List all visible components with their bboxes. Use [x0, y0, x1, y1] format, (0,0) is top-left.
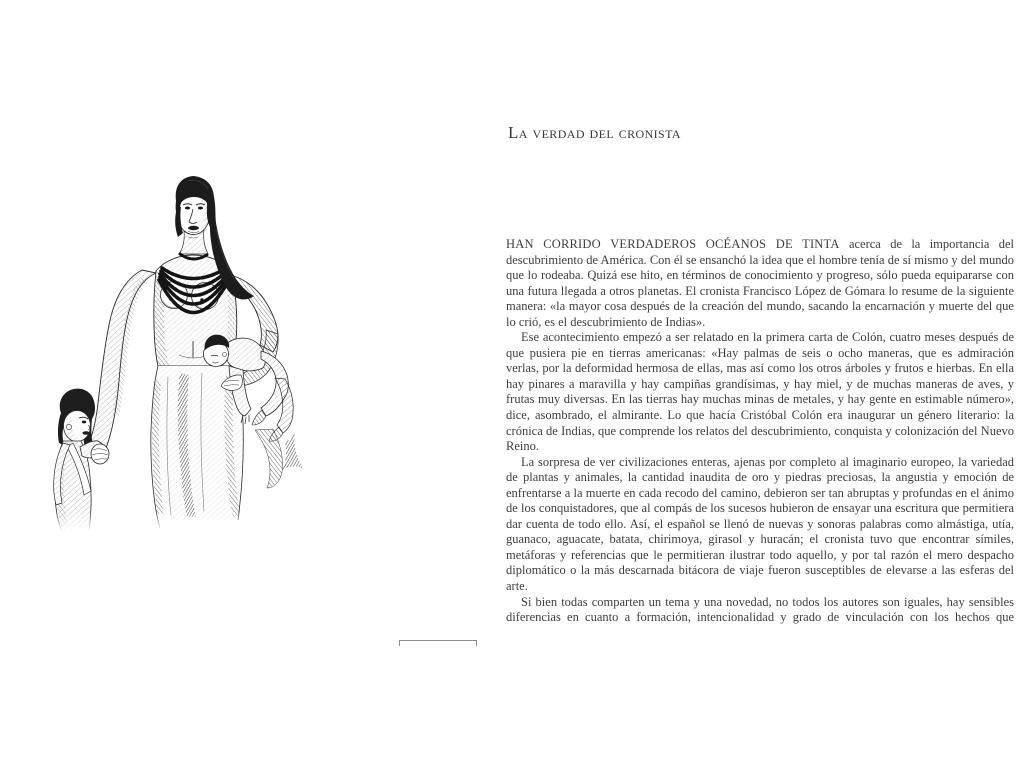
engraving-illustration	[30, 167, 332, 531]
paragraph-text: acerca de la importancia del descubrimiento de América. Con él se ensanchó la idea que el hombre tenía de sí mismo y del mundo que lo rodeaba. Quizá ese hito, en términos de conocimiento y progreso, sólo pueda equipararse con una futura llegada a otros planetas. El cronista Francisco López de Gómara lo resume de la siguiente manera: «la mayor cosa después de la creación del mundo, sacando la encarnación y muerte del que lo crió, es el descubrimiento de Indias».	[506, 237, 1015, 329]
page-text-column	[506, 124, 1014, 626]
chapter-title: La verdad del cronista	[508, 123, 681, 142]
illustration-fade	[30, 511, 332, 531]
paragraph: Si bien todas comparten un tema y una novedad, no todos los autores son iguales, hay sensibles diferencias en cuanto a formación, intencionalidad y grado de vinculación con los hechos que	[506, 594, 1014, 625]
paragraph	[506, 237, 1014, 330]
chapter-body	[506, 237, 1014, 626]
paragraph: Ese acontecimiento empezó a ser relatado en la primera carta de Colón, cuatro meses después de que pusiera pie en tierras americanas: «Hay palmas de seis o ocho maneras, que es admiración verlas, por la deformidad hermosa de ellas, mas así como los otros árboles y frutos e hierbas. En ella hay pinares a maravilla y hay campiñas grandísimas, y hay miel, y de muchas maneras de aves, y frutas muy diversas. En las tierras hay muchas minas de metales, y hay gente en estimable número», dice, asombrado, el almirante. Lo que hacía Cristóbal Colón era inaugurar un género literario: la crónica de Indias, que comprende los relatos del descubrimiento, conquista y colonización del Nuevo Reino.	[506, 330, 1014, 454]
page-fold-mark	[399, 640, 477, 646]
paragraph: La sorpresa de ver civilizaciones enteras, ajenas por completo al imaginario europeo, la variedad de plantas y animales, la cantidad inaudita de oro y piedras preciosas, la angustia y emoción de enfrentarse a la muerte en cada recodo del camino, debieron ser tan abruptas y profundas en el ánimo de los conquistadores, que al compás de los sucesos hubieron de ensayar una escritura que permitiera dar cuenta de todo ello. Así, el español se llenó de nuevas y sonoras palabras como almástiga, utía, guanaco, aguacate, batata, chirimoya, girasol y huracán; el cronista tuvo que encontrar símiles, metáforas y referencias que le permitieran ilustrar todo aquello, y por tal razón el mero despacho diplomático o la más descarnada bitácora de viaje fueron susceptibles de elevarse a las esferas del arte.	[506, 454, 1014, 594]
paragraph-lead: HAN CORRIDO VERDADEROS OCÉANOS DE TINTA	[506, 237, 840, 251]
engraving-svg	[30, 167, 332, 531]
